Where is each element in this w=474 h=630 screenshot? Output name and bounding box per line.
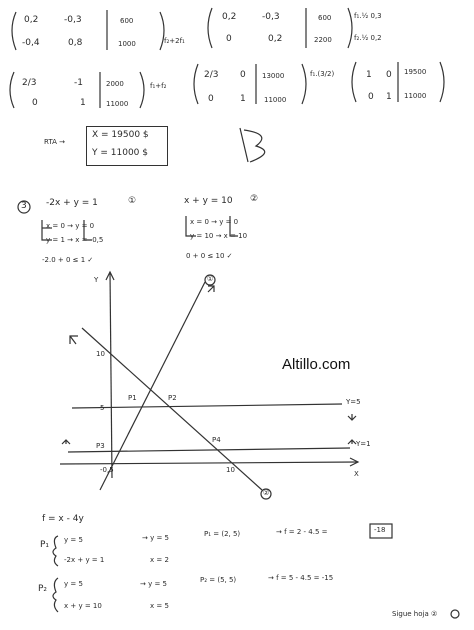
graph-p1: P1 xyxy=(128,394,137,402)
eq1-mark: ① xyxy=(128,196,137,206)
m4-r1c2: 0 xyxy=(240,70,246,80)
m2-r1c2: -0,3 xyxy=(262,12,280,22)
p1-sys1: y = 5 xyxy=(64,536,83,544)
graph-line2-label: ② xyxy=(263,489,270,497)
arrow-y5 xyxy=(348,414,356,420)
m3-r1c3: 2000 xyxy=(106,80,124,88)
graph-p2: P2 xyxy=(168,394,177,402)
p2-res1: → y = 5 xyxy=(140,580,168,588)
p1-eval: → f = 2 - 4.5 = xyxy=(276,528,328,536)
m2-r2c2: 0,2 xyxy=(268,34,283,44)
m1-r2c3: 1000 xyxy=(118,40,136,48)
p2-res2: x = 5 xyxy=(150,602,169,610)
m1-r1c2: -0,3 xyxy=(64,15,82,25)
graph-line-y5 xyxy=(72,404,342,408)
arrow-line1-top xyxy=(208,286,214,292)
graph-tick-10-x: 10 xyxy=(226,466,235,474)
matrix3-right-paren xyxy=(140,72,144,108)
m1-r1c3: 600 xyxy=(120,17,134,25)
m3-r2c3: 11000 xyxy=(106,100,129,108)
m4-r2c2: 1 xyxy=(240,94,246,104)
p1-point: P₁ = (2, 5) xyxy=(204,530,241,538)
eq2: x + y = 10 xyxy=(184,196,233,206)
p2-sys2: x + y = 10 xyxy=(64,602,102,610)
eq1: -2x + y = 1 xyxy=(46,198,98,208)
answer-x: X = 19500 $ xyxy=(92,130,149,140)
graph-x-label: X xyxy=(354,470,359,478)
matrix4-left-paren xyxy=(194,64,198,104)
graph-p4: P4 xyxy=(212,436,221,444)
p1-value: -18 xyxy=(374,526,386,534)
m5-r1c3: 19500 xyxy=(404,68,427,76)
m4-r2c3: 11000 xyxy=(264,96,287,104)
m5-r1c1: 1 xyxy=(366,70,372,80)
p2-point: P₂ = (5, 5) xyxy=(200,576,237,584)
m4-op: f₁.(3/2) xyxy=(310,70,335,78)
m3-r2c1: 0 xyxy=(32,98,38,108)
matrix3-left-paren xyxy=(10,72,14,108)
graph-x-axis xyxy=(60,462,358,464)
graph-neg-label: -0,5 xyxy=(100,466,114,474)
m1-op: f₂+2f₁ xyxy=(164,37,185,45)
arrow-y1-right xyxy=(348,440,356,444)
arrow-line2-left xyxy=(70,336,78,344)
eq2-mark: ② xyxy=(250,194,259,204)
m3-r1c1: 2/3 xyxy=(22,78,37,88)
graph-p3: P3 xyxy=(96,442,105,450)
m2-r1c3: 600 xyxy=(318,14,332,22)
eq1-pt2: y = 1 → x = -0,5 xyxy=(46,236,104,244)
arrow-y1-left xyxy=(62,440,70,444)
grade-b-stroke xyxy=(240,128,265,162)
answer-y: Y = 11000 $ xyxy=(92,148,148,158)
m2-op2: f₂.½ 0,2 xyxy=(354,34,382,42)
matrix2-left-paren xyxy=(208,8,212,48)
matrix2-right-paren xyxy=(348,8,352,48)
objective-func: f = x - 4y xyxy=(42,514,84,524)
m5-r2c3: 11000 xyxy=(404,92,427,100)
footer-note: Sigue hoja ② xyxy=(392,610,438,618)
eq2-check: 0 + 0 ≤ 10 ✓ xyxy=(186,252,233,260)
m1-r2c2: 0,8 xyxy=(68,38,83,48)
matrix5-left-paren xyxy=(352,62,356,102)
eq2-pt1: x = 0 → y = 0 xyxy=(190,218,239,226)
p1-res1: → y = 5 xyxy=(142,534,170,542)
p2-label: P₂ xyxy=(38,584,48,594)
eq1-check: -2.0 + 0 ≤ 1 ✓ xyxy=(42,256,94,264)
m5-r2c2: 1 xyxy=(386,92,392,102)
m5-r1c2: 0 xyxy=(386,70,392,80)
m3-r2c2: 1 xyxy=(80,98,86,108)
m4-r1c3: 13000 xyxy=(262,72,285,80)
p2-sys1: y = 5 xyxy=(64,580,83,588)
eq2-pt2: y = 10 → x = 10 xyxy=(190,232,248,240)
graph-line-1 xyxy=(100,282,205,490)
graph-line1-label: ① xyxy=(207,275,214,283)
m3-r1c2: -1 xyxy=(74,78,83,88)
graph-y5-label: Y=5 xyxy=(346,398,361,406)
m5-r2c1: 0 xyxy=(368,92,374,102)
m2-r1c1: 0,2 xyxy=(222,12,237,22)
eq1-pt1: x = 0 → y = 0 xyxy=(46,222,95,230)
answer-label: RTA → xyxy=(44,138,65,146)
p1-label: P₁ xyxy=(40,540,50,550)
m2-op1: f₁.½ 0,3 xyxy=(354,12,382,20)
m3-op: f₁+f₂ xyxy=(150,82,167,90)
graph-y-label: Y xyxy=(94,276,99,284)
p2-eval: → f = 5 - 4.5 = -15 xyxy=(268,574,334,582)
footer-circle xyxy=(451,610,459,618)
p2-brace xyxy=(53,578,58,612)
graph-tick-5-y: 5 xyxy=(100,404,105,412)
p1-brace xyxy=(53,536,58,566)
matrix1-left-paren xyxy=(12,12,16,50)
m1-r1c1: 0,2 xyxy=(24,15,39,25)
p1-sys2: -2x + y = 1 xyxy=(64,556,105,564)
p1-res2: x = 2 xyxy=(150,556,169,564)
m2-r2c1: 0 xyxy=(226,34,232,44)
problem-number: 3 xyxy=(21,201,27,211)
watermark: Altillo.com xyxy=(282,356,351,373)
m4-r1c1: 2/3 xyxy=(204,70,219,80)
matrix5-right-paren xyxy=(440,62,444,102)
graph-line-y1 xyxy=(68,448,350,452)
m4-r2c1: 0 xyxy=(208,94,214,104)
graph-tick-10-y: 10 xyxy=(96,350,105,358)
m1-r2c1: -0,4 xyxy=(22,38,40,48)
m2-r2c3: 2200 xyxy=(314,36,332,44)
matrix4-right-paren xyxy=(302,64,306,104)
graph-y1-label: Y=1 xyxy=(356,440,371,448)
graph-y-axis xyxy=(110,272,112,478)
